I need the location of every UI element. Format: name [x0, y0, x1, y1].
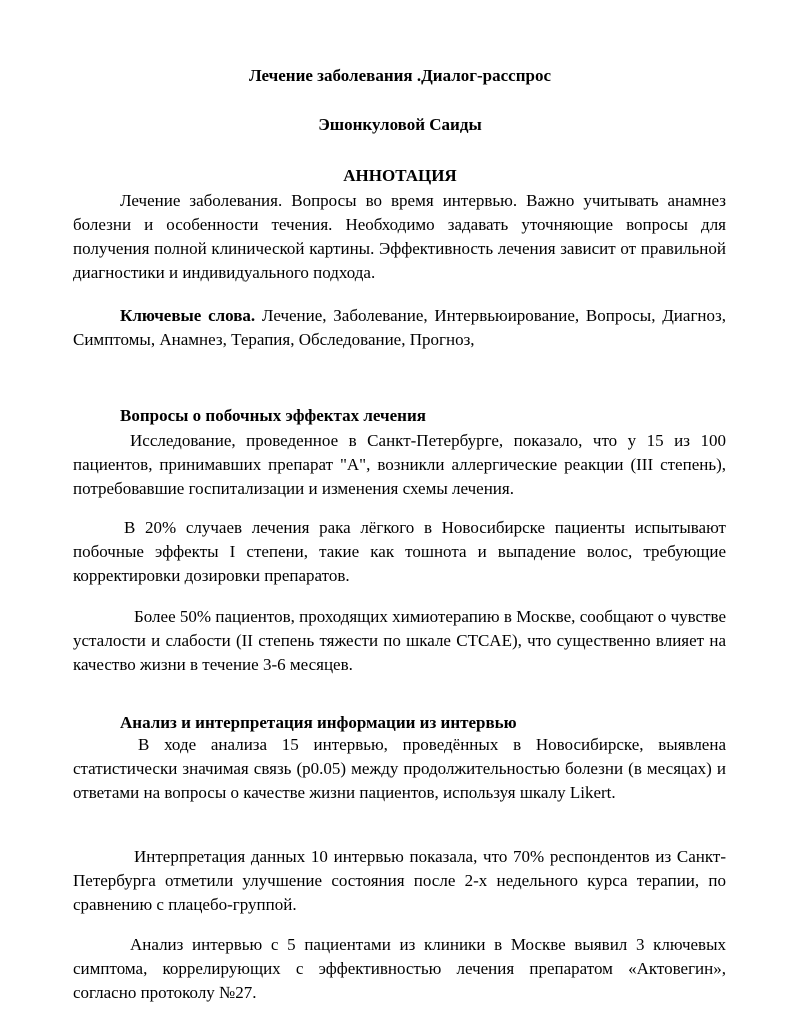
abstract-heading: АННОТАЦИЯ [343, 166, 457, 185]
keywords-label: Ключевые слова. [120, 306, 256, 325]
side-effects-paragraph-1: Исследование, проведенное в Санкт-Петербурге, показало, что у 15 из 100 пациентов, принимавших препарат "А", возникли аллергические реакции (III степень), потребовавшие госпитализации и изменения схемы лечения. [73, 431, 726, 498]
analysis-paragraph-2: Интерпретация данных 10 интервью показала, что 70% респондентов из Санкт-Петербурга отметили улучшение состояния после 2-х недельного курса терапии, по сравнению с плацебо-группой. [73, 847, 726, 914]
document-title: Лечение заболевания .Диалог-расспрос [248, 66, 552, 85]
keywords-text: Лечение, Заболевание, Интервьюирование, Вопросы, Диагноз, Симптомы, Анамнез, Терапия, Обследование, Прогноз, [73, 306, 726, 349]
author-name: Эшонкуловой Саиды [318, 115, 482, 134]
section-heading-side-effects: Вопросы о побочных эффектах лечения [120, 406, 426, 425]
side-effects-paragraph-2: В 20% случаев лечения рака лёгкого в Новосибирске пациенты испытывают побочные эффекты I степени, такие как тошнота и выпадение волос, требующие корректировки дозировки препаратов. [73, 518, 726, 585]
analysis-paragraph-3: Анализ интервью с 5 пациентами из клиники в Москве выявил 3 ключевых симптома, коррелирующих с эффективностью лечения препаратом «Актовегин», согласно протоколу №27. [73, 935, 726, 1002]
side-effects-paragraph-3: Более 50% пациентов, проходящих химиотерапию в Москве, сообщают о чувстве усталости и слабости (II степень тяжести по шкале CTCAE), что существенно влияет на качество жизни в течение 3-6 месяцев. [73, 607, 726, 674]
section-heading-interview-analysis: Анализ и интерпретация информации из интервью [120, 713, 517, 732]
analysis-paragraph-1: В ходе анализа 15 интервью, проведённых в Новосибирске, выявлена статистически значимая связь (p0.05) между продолжительностью болезни (в месяцах) и ответами на вопросы о качестве жизни пациентов, используя шкалу Likert. [73, 735, 726, 802]
keywords-paragraph [73, 304, 726, 352]
abstract-text: Лечение заболевания. Вопросы во время интервью. Важно учитывать анамнез болезни и особенности течения. Необходимо задавать уточняющие вопросы для получения полной клинической картины. Эффективность лечения зависит от правильной диагностики и индивидуального подхода. [73, 191, 726, 282]
